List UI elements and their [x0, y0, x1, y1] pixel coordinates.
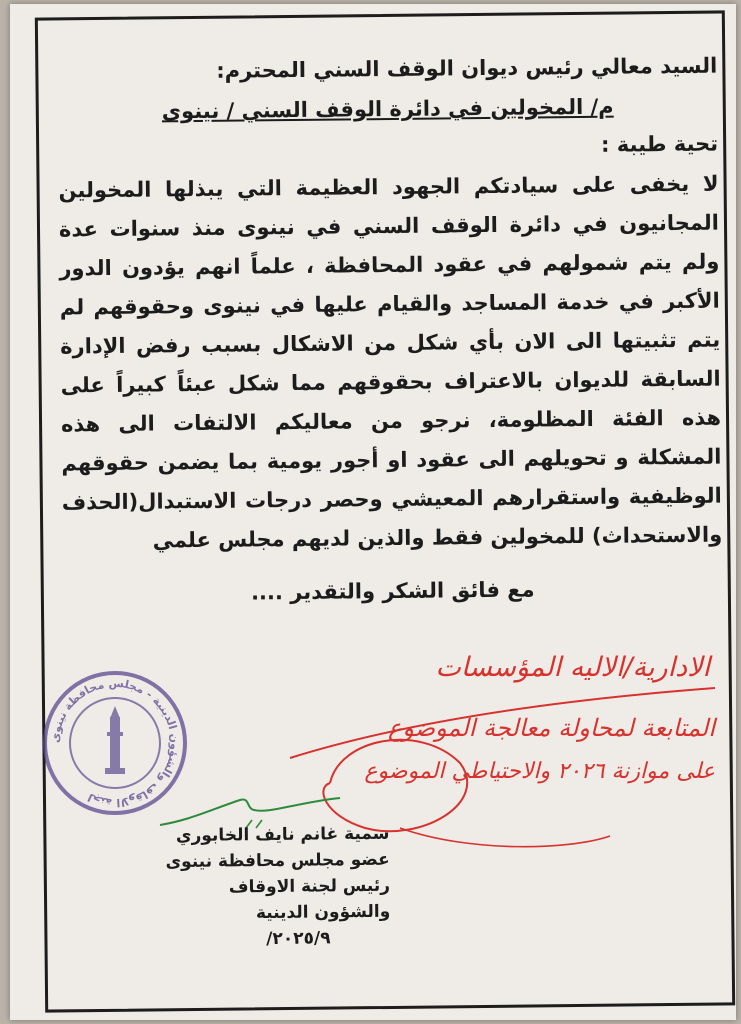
annotation-line-1: الادارية/الاليه المؤسسات [435, 652, 710, 683]
letter-date: ٢٠٢٥/٩/ [266, 928, 331, 950]
addressee-line: السيد معالي رئيس ديوان الوقف السني المحترم: [216, 53, 718, 83]
greeting-line: تحية طيبة : [600, 131, 719, 157]
closing-line: مع فائق الشكر والتقدير .... [250, 577, 535, 605]
signatory-name: سمية غانم نايف الخابوري [175, 823, 390, 846]
subject-line: م/ المخولين في دائرة الوقف السني / نينوى [161, 94, 614, 124]
signatory-role: عضو مجلس محافظة نينوى [165, 849, 390, 873]
signature-block [149, 821, 390, 954]
annotation-line-2: المتابعة لمحاولة معالجة الموضوع [388, 714, 715, 742]
signatory-committee: رئيس لجنة الاوقاف والشؤون الدينية [228, 875, 391, 924]
letter-body: لا يخفى على سيادتكم الجهود العظيمة التي يبذلها المخولين المجانيون في دائرة الوقف السني في نينوى منذ سنوات عدة ولم يتم شمولهم في عقود المحافظة ، علماً انهم يؤدون الدور الأكبر في خدمة المساجد والقيام عليها في نينوى وحقوقهم لم يتم تثبيتها الى الان بأي شكل من الاشكال بسبب رفض الإدارة السابقة للديوان بالاعتراف بحقوقهم مما شكل عبئاً كبيراً على هذه الفئة المظلومة، نرجو من معاليكم الالتفات الى هذه المشكلة و تحويلهم الى عقود او أجور يومية بما يضمن حقوقهم الوظيفية واستقرارهم المعيشي وحصر درجات الاستبدال(الحذف والاستحداث) للمخولين فقط والذين لديهم مجلس علمي [58, 171, 723, 553]
annotation-line-3: على موازنة ٢٠٢٦ والاحتياطي الموضوع [364, 759, 715, 784]
letter-content [57, 41, 723, 610]
seal-text: لجنة الاوقاف والشؤون الدينية - مجلس محافظة نينوى [48, 676, 182, 810]
